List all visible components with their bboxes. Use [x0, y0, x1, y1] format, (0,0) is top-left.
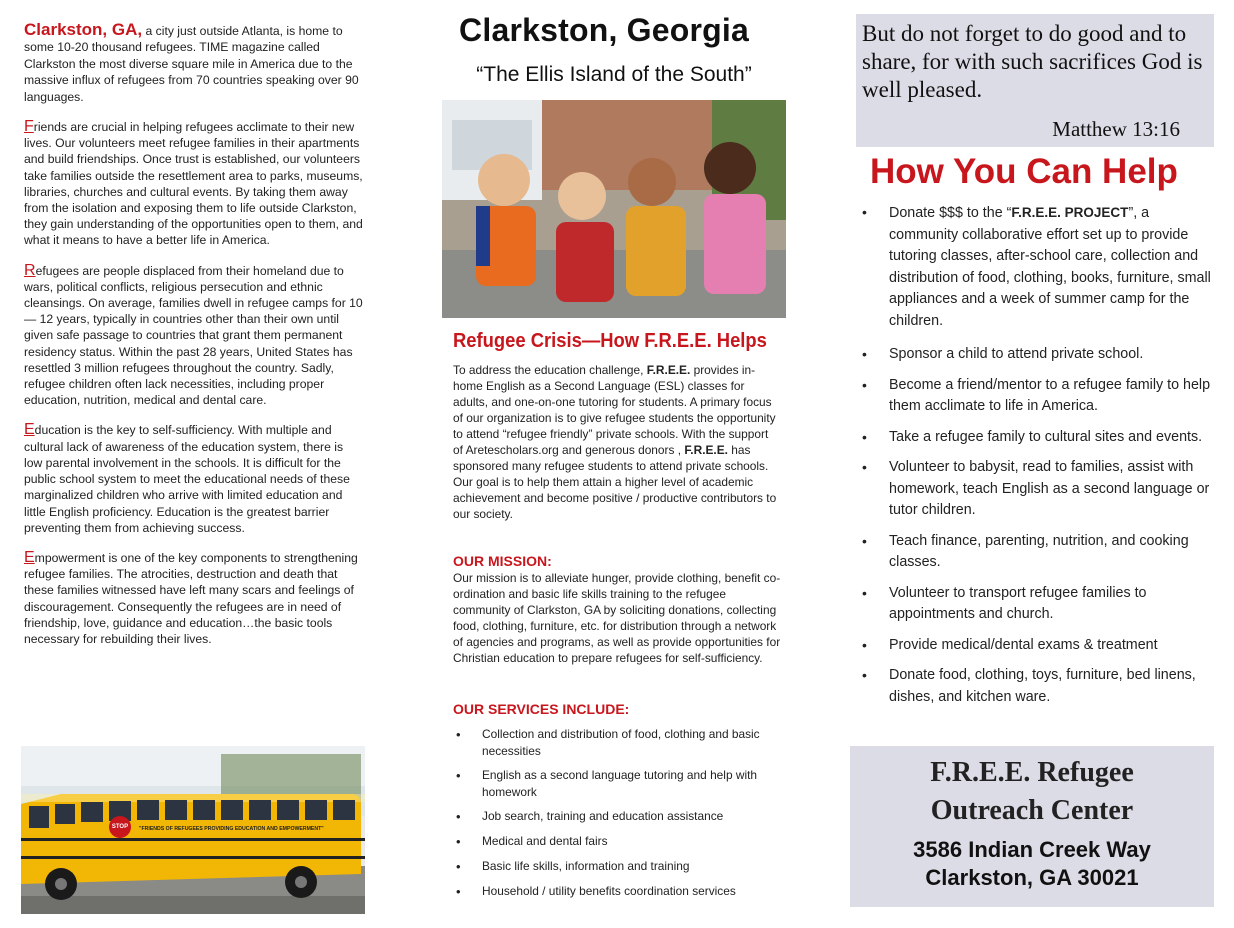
- help-title: How You Can Help: [870, 152, 1178, 191]
- list-item: • Volunteer to babysit, read to families, assist with homework, teach English as a second language or tutor children.: [858, 457, 1214, 522]
- list-item: • Take a refugee family to cultural sites and events.: [858, 427, 1214, 449]
- children-photo: [442, 100, 786, 318]
- crisis-heading: Refugee Crisis—How F.R.E.E. Helps: [453, 330, 767, 352]
- intro-text: a city just outside Atlanta, is home to some 10-20 thousand refugees. TIME magazine called Clarkston the most diverse square mile in America due to the massive influx of refugees from 70 countries speaking over 90 languages.: [24, 24, 359, 104]
- empowerment-text: mpowerment is one of the key components to strengthening refugee families. The atrocities, destruction and death that these families witnessed have left many scars and feelings of discouragement. Consequently the refugees are in need of friendship, love, guidance and education…the basic tools necessary for rebuilding their lives.: [24, 550, 358, 646]
- list-item: • Sponsor a child to attend private school.: [858, 344, 1214, 366]
- list-item: • Medical and dental fairs: [453, 833, 783, 850]
- list-item: [858, 202, 1214, 332]
- education-text: ducation is the key to self-sufficiency. With multiple and cultural lack of awareness of the education system, there is low parental involvement in the schools. It is difficult for the public school system to meet the educational needs of these marginalized children who arrive with limited education and little English proficiency. Education is the greatest barrier preventing them from achieving success.: [24, 423, 350, 535]
- free-name: F.R.E.E.: [684, 443, 728, 457]
- drop-cap: F: [24, 118, 34, 136]
- page-subtitle: “The Ellis Island of the South”: [476, 63, 752, 86]
- org-name-line-1: F.R.E.E. Refugee: [930, 757, 1134, 788]
- address-line-2: Clarkston, GA 30021: [925, 865, 1139, 890]
- left-panel: [24, 22, 364, 661]
- list-item: • Collection and distribution of food, clothing and basic necessities: [453, 726, 783, 760]
- free-name: F.R.E.E.: [646, 363, 691, 377]
- friends-text: riends are crucial in helping refugees acclimate to their new lives. Our volunteers meet refugee families in their apartments and build friendships. Once trust is established, our volunteers take families outside the resettlement area to parks, museums, libraries, churches and cultural events. By taking them away from the isolation and exposing them to life outside Clarkston, they gain understanding of the opportunities open to them, and what it means to have a better life in America.: [24, 120, 363, 248]
- list-item: • Become a friend/mentor to a refugee family to help them acclimate to life in America.: [858, 375, 1214, 418]
- drop-cap: E: [24, 421, 35, 439]
- list-item: • Donate food, clothing, toys, furniture, bed linens, dishes, and kitchen ware.: [858, 665, 1214, 708]
- help-item-text: Donate $$$ to the “: [889, 205, 1012, 221]
- crisis-paragraph: [453, 362, 779, 522]
- bus-side-text: "FRIENDS OF REFUGEES PROVIDING EDUCATION AND EMPOWERMENT": [139, 826, 324, 832]
- services-list: [453, 726, 783, 900]
- verse-reference: Matthew 13:16: [1052, 117, 1180, 141]
- empowerment-paragraph: [24, 550, 364, 647]
- crisis-text-3: has sponsored many refugee students to attend private schools. Our goal is to help them attain a higher level of academic achievement and become positive / productive contributors to our society.: [453, 443, 777, 521]
- verse-box: [856, 14, 1214, 147]
- page-title: Clarkston, Georgia: [459, 12, 749, 48]
- help-list: [858, 202, 1214, 717]
- list-item: • Household / utility benefits coordination services: [453, 883, 783, 900]
- stop-sign: [109, 816, 131, 838]
- contact-box: [850, 746, 1214, 907]
- org-name-line-2: Outreach Center: [930, 795, 1134, 826]
- intro-paragraph: [24, 22, 364, 105]
- mission-paragraph: Our mission is to alleviate hunger, provide clothing, benefit co-ordination and basic life skills training to the refugee community of Clarkston, GA by soliciting donations, collecting food, clothing, furniture, etc. for distribution through a network of agencies and programs, as well as provide opportunities for Christian education to prepare refugees for self-sufficiency.: [453, 571, 781, 665]
- list-item: • English as a second language tutoring and help with homework: [453, 767, 783, 801]
- org-name: [850, 754, 1214, 830]
- list-item: • Basic life skills, information and training: [453, 858, 783, 875]
- refugees-paragraph: [24, 263, 364, 409]
- school-bus-photo: [21, 746, 365, 914]
- address-line-1: 3586 Indian Creek Way: [913, 837, 1151, 862]
- list-item: • Teach finance, parenting, nutrition, and cooking classes.: [858, 531, 1214, 574]
- intro-lead: Clarkston, GA,: [24, 20, 143, 39]
- bible-verse: But do not forget to do good and to share, for with such sacrifices God is well pleased.: [862, 21, 1203, 102]
- drop-cap: E: [24, 548, 35, 566]
- stop-sign-label: STOP: [111, 824, 129, 830]
- services-heading: OUR SERVICES INCLUDE:: [453, 701, 630, 717]
- list-item: • Provide medical/dental exams & treatment: [858, 635, 1214, 657]
- list-item: • Job search, training and education assistance: [453, 808, 783, 825]
- friends-paragraph: [24, 119, 364, 249]
- crisis-text-2: provides in-home English as a Second Language (ESL) classes for adults, and one-on-one tutoring for students. A primary focus of our organization is to give refugee students the opportunity to attend “refugee friendly” private schools. With the support of Aretescholars.org and generous donors ,: [453, 363, 776, 457]
- drop-cap: R: [24, 261, 36, 279]
- org-address: [850, 836, 1214, 892]
- project-name: F.R.E.E. PROJECT: [1011, 205, 1129, 220]
- mission-heading: OUR MISSION:: [453, 553, 552, 569]
- list-item: • Volunteer to transport refugee families to appointments and church.: [858, 583, 1214, 626]
- crisis-text-1: To address the education challenge,: [453, 363, 647, 377]
- refugees-text: efugees are people displaced from their homeland due to wars, political conflicts, religious persecution and ethnic cleansings. On average, families dwell in refugee camps for 10 — 12 years, typically in countries other than their own until given safe passage to countries that grant them permanent residency status. Within the past 28 years, United States has resettled 3 million refugees throughout the country. Sadly, refugee children often lack necessities, including proper education, nutrition, medical and dental care.: [24, 263, 363, 408]
- help-item-text: ”, a community collaborative effort set up to provide tutoring classes, after-school care, collection and distribution of food, clothing, books, furniture, small appliances and a week of summer camp for the children.: [889, 205, 1211, 329]
- education-paragraph: [24, 422, 364, 535]
